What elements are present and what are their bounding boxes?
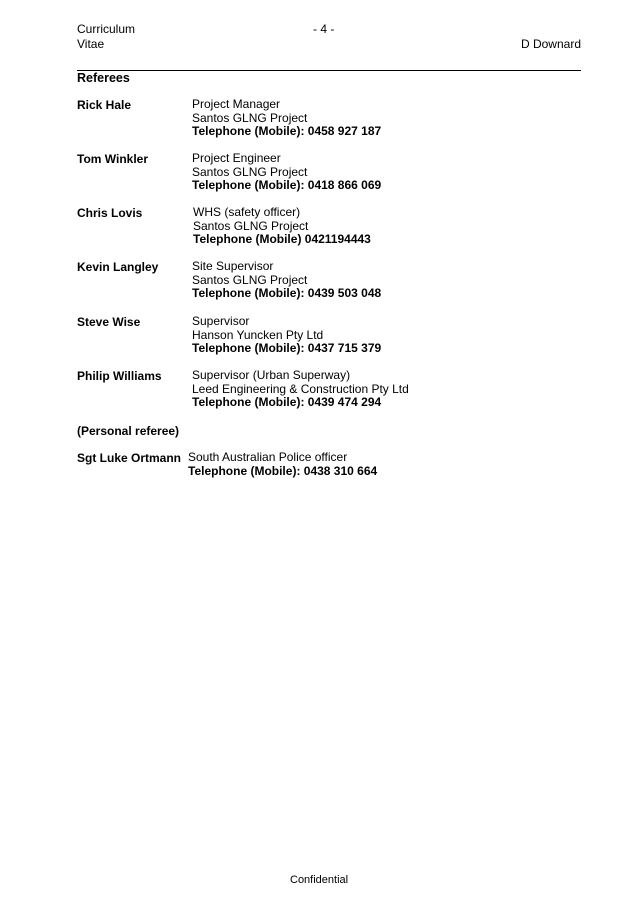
referee-role: WHS (safety officer)	[193, 205, 301, 219]
referee-role: Site Supervisor	[192, 259, 274, 273]
footer-confidential: Confidential	[290, 874, 349, 886]
referee-role: Project Engineer	[192, 151, 281, 165]
header-cv-line1: Curriculum	[77, 22, 136, 36]
referee-details	[193, 206, 371, 247]
referee-telephone: Telephone (Mobile): 0458 927 187	[192, 124, 382, 139]
personal-referee-telephone: Telephone (Mobile): 0438 310 664	[188, 463, 378, 478]
referee-role: Supervisor	[192, 314, 250, 328]
referee-organisation: Leed Engineering & Construction Pty Ltd	[192, 381, 409, 396]
personal-referee-role: South Australian Police officer	[188, 450, 348, 464]
referee-telephone: Telephone (Mobile): 0437 715 379	[192, 341, 382, 356]
referee-name: Kevin Langley	[77, 260, 159, 274]
referee-role: Project Manager	[192, 97, 281, 111]
referee-telephone: Telephone (Mobile): 0418 866 069	[192, 178, 382, 193]
header-cv-line2: Vitae	[77, 37, 105, 51]
referee-organisation: Santos GLNG Project	[192, 164, 308, 179]
referee-name: Philip Williams	[77, 369, 162, 383]
referee-telephone: Telephone (Mobile): 0439 474 294	[192, 395, 382, 410]
personal-referee-name: Sgt Luke Ortmann	[77, 451, 182, 465]
referee-details	[192, 315, 381, 356]
referee-name: Steve Wise	[77, 315, 141, 329]
referee-name: Chris Lovis	[77, 206, 143, 220]
referee-details	[192, 152, 381, 193]
personal-referee-details	[188, 451, 377, 478]
referee-organisation: Santos GLNG Project	[192, 110, 308, 125]
section-title-referees: Referees	[77, 71, 130, 85]
referee-details	[192, 260, 381, 301]
referee-organisation: Santos GLNG Project	[192, 272, 308, 287]
referee-telephone: Telephone (Mobile): 0439 503 048	[192, 286, 382, 301]
personal-referee-heading: (Personal referee)	[77, 424, 180, 438]
referee-name: Rick Hale	[77, 98, 132, 112]
referee-telephone: Telephone (Mobile) 0421194443	[193, 232, 371, 247]
header-author: D Downard	[520, 37, 581, 51]
referee-details	[192, 369, 409, 410]
referee-details	[192, 98, 381, 139]
header-divider	[77, 70, 581, 71]
referee-organisation: Santos GLNG Project	[193, 218, 309, 233]
page-number: - 4 -	[313, 22, 335, 36]
referee-name: Tom Winkler	[77, 152, 149, 166]
referee-organisation: Hanson Yuncken Pty Ltd	[192, 327, 324, 342]
referee-role: Supervisor (Urban Superway)	[192, 368, 351, 382]
